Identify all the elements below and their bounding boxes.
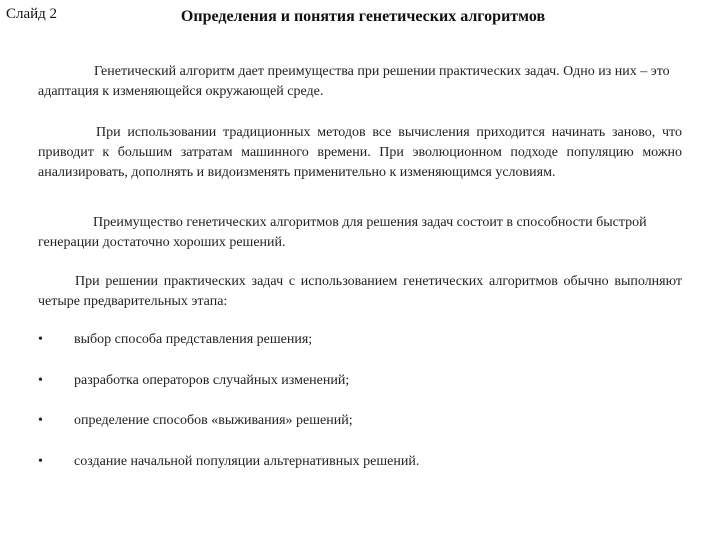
paragraph-preliminary-stages: При решении практических задач с использованием генетических алгоритмов обычно выполняют четыре предварительных этапа: <box>38 274 682 309</box>
bullet-icon: • <box>38 454 43 469</box>
bullet-icon: • <box>38 373 43 388</box>
list-item-text: разработка операторов случайных изменений; <box>74 373 350 388</box>
paragraph-traditional-methods: При использовании традиционных методов все вычисления приходится начинать заново, что приводит к большим затратам машинного времени. При эволюционном подходе популяцию можно анализировать, дополнять и видоизменять применительно к изменяющимся условиям. <box>38 125 682 180</box>
page-title-text: Определения и понятия генетических алгоритмов <box>180 8 546 25</box>
page-title <box>0 8 720 26</box>
list-item-text: определение способов «выживания» решений; <box>74 413 353 428</box>
bullet-icon: • <box>38 413 43 428</box>
list-item-text: выбор способа представления решения; <box>74 332 313 347</box>
list-item-text: создание начальной популяции альтернативных решений. <box>74 454 420 469</box>
paragraph-adaptation: Генетический алгоритм дает преимущества при решении практических задач. Одно из них – это адаптация к изменяющейся окружающей среде. <box>38 64 670 99</box>
slide-number-label: Слайд 2 <box>6 6 58 22</box>
paragraph-advantage: Преимущество генетических алгоритмов для решения задач состоит в способности быстрой генерации достаточно хороших решений. <box>38 215 647 250</box>
bullet-icon: • <box>38 332 43 347</box>
